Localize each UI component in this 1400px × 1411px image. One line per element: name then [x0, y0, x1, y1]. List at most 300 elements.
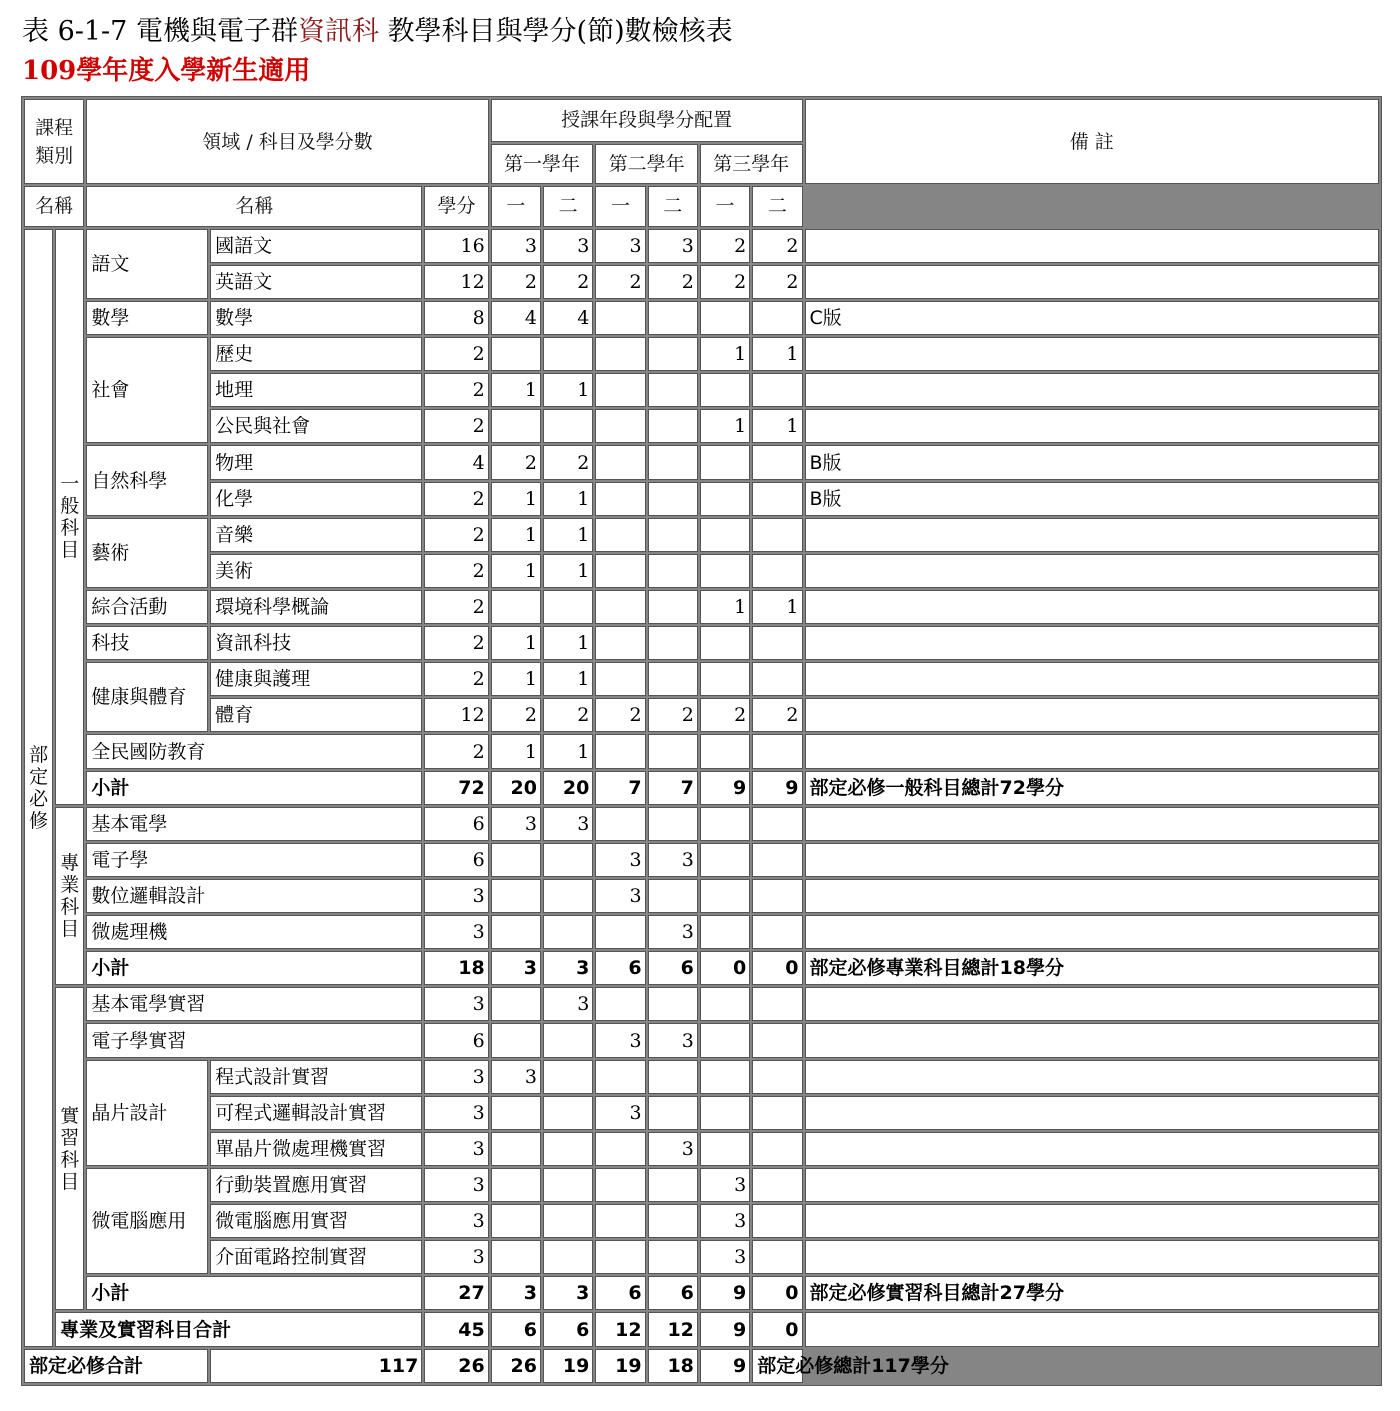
credits-cell: 6: [424, 807, 488, 841]
table-row: [24, 1204, 1379, 1238]
y1-sem2-cell: 1: [543, 554, 593, 588]
y2-sem1-cell: [595, 409, 645, 443]
y1-sem2-cell: [543, 337, 593, 371]
y2-sem2-cell: 3: [648, 1023, 698, 1057]
y3-sem2-cell: 2: [752, 698, 802, 732]
y3-sem2-cell: [752, 879, 802, 913]
y2-sem2-cell: [648, 301, 698, 335]
y1-sem1-cell: [491, 879, 541, 913]
y3-sem2-cell: [752, 1204, 802, 1238]
y3-sem2-cell: [752, 662, 802, 696]
table-row: [24, 518, 1379, 552]
y2-sem1-cell: [595, 1240, 645, 1274]
y2-sem2-cell: [648, 734, 698, 768]
y1-sem2-cell: 2: [543, 445, 593, 479]
y2-sem2-cell: 3: [648, 915, 698, 949]
y1-sem2-cell: 3: [543, 807, 593, 841]
subject-name: 化學: [210, 482, 422, 516]
remark-cell: [805, 1023, 1380, 1057]
credits-cell: 6: [424, 843, 488, 877]
y2-sem1-cell: 3: [595, 229, 645, 263]
subject-name: 數位邏輯設計: [86, 879, 422, 913]
header-y3-sem2: 二: [752, 186, 802, 227]
y2-sem1-cell: [595, 987, 645, 1021]
remark-cell: [805, 229, 1380, 263]
y1-sem1-cell: 6: [491, 1312, 541, 1346]
domain-microcomputer: 微電腦應用: [86, 1168, 208, 1274]
domain-health: 健康與體育: [86, 662, 208, 732]
remark-cell: [805, 590, 1380, 624]
subject-name: 物理: [210, 445, 422, 479]
y2-sem2-cell: 3: [648, 229, 698, 263]
credits-cell: 18: [424, 951, 488, 985]
y2-sem2-cell: [648, 373, 698, 407]
header-domain-subject-credits: 領域 / 科目及學分數: [86, 99, 488, 184]
y2-sem1-cell: 2: [595, 698, 645, 732]
header-y2-sem1: 一: [595, 186, 645, 227]
remark-cell: [805, 626, 1380, 660]
y2-sem1-cell: [595, 1060, 645, 1094]
credit-check-table: [21, 96, 1382, 1386]
y3-sem1-cell: 9: [700, 771, 750, 805]
y3-sem1-cell: 2: [700, 229, 750, 263]
y1-sem1-cell: 3: [491, 951, 541, 985]
credits-cell: 2: [424, 662, 488, 696]
y3-sem2-cell: [752, 373, 802, 407]
credits-cell: 2: [424, 409, 488, 443]
title-department: 資訊科: [297, 16, 379, 47]
subject-name: 全民國防教育: [86, 734, 422, 768]
table-row: [24, 554, 1379, 588]
table-row: [24, 1349, 1379, 1383]
table-row: [24, 879, 1379, 913]
y3-sem1-cell: 18: [648, 1349, 698, 1383]
credits-cell: 3: [424, 987, 488, 1021]
table-row: [24, 626, 1379, 660]
table-row: [24, 987, 1379, 1021]
y3-sem1-cell: [700, 843, 750, 877]
y2-sem2-cell: 3: [648, 843, 698, 877]
y3-sem2-cell: [752, 915, 802, 949]
header-category-name: 名稱: [24, 186, 84, 227]
subject-name: 小計: [86, 1276, 422, 1310]
credits-cell: 27: [424, 1276, 488, 1310]
y1-sem2-cell: 3: [543, 229, 593, 263]
y2-sem1-cell: 12: [595, 1312, 645, 1346]
remark-cell: [805, 518, 1380, 552]
y1-sem2-cell: [543, 1240, 593, 1274]
remark-cell: [805, 373, 1380, 407]
table-row: [24, 1240, 1379, 1274]
credits-cell: 2: [424, 337, 488, 371]
table-row: [24, 771, 1379, 805]
credits-cell: 72: [424, 771, 488, 805]
credits-cell: 2: [424, 554, 488, 588]
subject-name: 美術: [210, 554, 422, 588]
y1-sem1-cell: [491, 1096, 541, 1130]
y1-sem2-cell: 1: [543, 482, 593, 516]
subject-name: 健康與護理: [210, 662, 422, 696]
table-row: [24, 1060, 1379, 1094]
remark-cell: [805, 698, 1380, 732]
subject-name: 程式設計實習: [210, 1060, 422, 1094]
y3-sem2-cell: [752, 554, 802, 588]
page-title: [22, 14, 733, 50]
credits-cell: 45: [424, 1312, 488, 1346]
table-row: [24, 915, 1379, 949]
remark-cell: [805, 409, 1380, 443]
y3-sem1-cell: 1: [700, 590, 750, 624]
subject-name: 微電腦應用實習: [210, 1204, 422, 1238]
y1-sem2-cell: [543, 1168, 593, 1202]
y2-sem2-cell: [648, 1204, 698, 1238]
credits-cell: 2: [424, 626, 488, 660]
y2-sem2-cell: [648, 1240, 698, 1274]
y2-sem2-cell: 2: [648, 698, 698, 732]
subject-name: 行動裝置應用實習: [210, 1168, 422, 1202]
y1-sem1-cell: 3: [491, 1276, 541, 1310]
table-row: [24, 409, 1379, 443]
y1-sem2-cell: 1: [543, 662, 593, 696]
y3-sem2-cell: [752, 1096, 802, 1130]
remark-cell: [805, 734, 1380, 768]
y1-sem1-cell: [491, 590, 541, 624]
y2-sem1-cell: 19: [543, 1349, 593, 1383]
table-row: [24, 445, 1379, 479]
table-row: [24, 1168, 1379, 1202]
credits-cell: 2: [424, 518, 488, 552]
remark-cell: [805, 1204, 1380, 1238]
y1-sem2-cell: [543, 1023, 593, 1057]
y2-sem1-cell: [595, 807, 645, 841]
domain-activities: 綜合活動: [86, 590, 208, 624]
y3-sem2-cell: 9: [752, 771, 802, 805]
credits-cell: 3: [424, 915, 488, 949]
y2-sem1-cell: 3: [595, 1023, 645, 1057]
header-y3-sem1: 一: [700, 186, 750, 227]
remark-cell: [805, 987, 1380, 1021]
y1-sem2-cell: [543, 1060, 593, 1094]
y1-sem2-cell: 3: [543, 987, 593, 1021]
header-y1-sem2: 二: [543, 186, 593, 227]
table-row: [24, 662, 1379, 696]
y2-sem2-cell: 6: [648, 951, 698, 985]
y1-sem1-cell: [491, 1240, 541, 1274]
credits-cell: 3: [424, 1060, 488, 1094]
y3-sem2-cell: [752, 626, 802, 660]
remark-cell: 部定必修一般科目總計72學分: [805, 771, 1380, 805]
y2-sem2-cell: [648, 554, 698, 588]
remark-cell: [805, 1060, 1380, 1094]
header-schedule: 授課年段與學分配置: [491, 99, 803, 142]
y2-sem1-cell: 3: [595, 879, 645, 913]
subject-name: 地理: [210, 373, 422, 407]
remark-cell: B版: [805, 445, 1380, 479]
subject-name: 介面電路控制實習: [210, 1240, 422, 1274]
credits-cell: 2: [424, 373, 488, 407]
y1-sem1-cell: 1: [491, 554, 541, 588]
subject-name: 電子學: [86, 843, 422, 877]
subject-name: 國語文: [210, 229, 422, 263]
y3-sem1-cell: [700, 373, 750, 407]
subject-name: 公民與社會: [210, 409, 422, 443]
title-suffix: 教學科目與學分(節)數檢核表: [378, 16, 733, 47]
table-row: [24, 482, 1379, 516]
header-course-category: 課程類別: [24, 99, 84, 184]
remark-cell: [805, 1132, 1380, 1166]
credits-cell: 8: [424, 301, 488, 335]
y1-sem1-cell: 2: [491, 698, 541, 732]
subject-name: 音樂: [210, 518, 422, 552]
y3-sem1-cell: [700, 518, 750, 552]
subject-name: 可程式邏輯設計實習: [210, 1096, 422, 1130]
y2-sem1-cell: [595, 554, 645, 588]
y3-sem1-cell: [700, 987, 750, 1021]
y3-sem2-cell: [752, 807, 802, 841]
y2-sem2-cell: [648, 482, 698, 516]
domain-science: 自然科學: [86, 445, 208, 515]
y1-sem1-cell: 1: [491, 626, 541, 660]
subject-name: 微處理機: [86, 915, 422, 949]
y3-sem2-cell: 2: [752, 229, 802, 263]
y1-sem1-cell: 2: [491, 265, 541, 299]
y3-sem1-cell: 0: [700, 951, 750, 985]
remark-cell: [805, 337, 1380, 371]
title-prefix: 表 6-1-7 電機與電子群: [22, 16, 298, 47]
y3-sem1-cell: [700, 1132, 750, 1166]
remark-cell: [805, 879, 1380, 913]
header-subject-name: 名稱: [86, 186, 422, 227]
y1-sem1-cell: 3: [491, 807, 541, 841]
y2-sem2-cell: 6: [648, 1276, 698, 1310]
y1-sem1-cell: [491, 843, 541, 877]
y3-sem2-cell: [752, 1132, 802, 1166]
y3-sem2-cell: 9: [700, 1349, 750, 1383]
domain-chip-design: 晶片設計: [86, 1060, 208, 1166]
credits-cell: 3: [424, 1240, 488, 1274]
y2-sem1-cell: [595, 301, 645, 335]
y2-sem1-cell: [595, 1204, 645, 1238]
y1-sem1-cell: 4: [491, 301, 541, 335]
y3-sem2-cell: 1: [752, 337, 802, 371]
y3-sem2-cell: 0: [752, 1276, 802, 1310]
y2-sem1-cell: [595, 590, 645, 624]
category-required: 部 定 必 修: [24, 229, 53, 1347]
y1-sem2-cell: [543, 915, 593, 949]
table-row: [24, 951, 1379, 985]
y1-sem2-cell: 20: [543, 771, 593, 805]
y2-sem2-cell: [648, 807, 698, 841]
credits-cell: 6: [424, 1023, 488, 1057]
y3-sem2-cell: [752, 445, 802, 479]
y2-sem1-cell: [595, 734, 645, 768]
y2-sem2-cell: [648, 445, 698, 479]
y2-sem1-cell: 6: [595, 1276, 645, 1310]
y3-sem2-cell: 0: [752, 951, 802, 985]
y3-sem2-cell: [752, 482, 802, 516]
y2-sem1-cell: [595, 337, 645, 371]
subject-name: 歷史: [210, 337, 422, 371]
y1-sem2-cell: 1: [543, 734, 593, 768]
y3-sem1-cell: 1: [700, 337, 750, 371]
y3-sem2-cell: [752, 843, 802, 877]
y2-sem2-cell: 19: [595, 1349, 645, 1383]
remark-cell: [805, 265, 1380, 299]
y1-sem1-cell: 2: [491, 445, 541, 479]
y3-sem1-cell: 2: [700, 698, 750, 732]
y3-sem1-cell: 3: [700, 1204, 750, 1238]
y1-sem1-cell: [491, 337, 541, 371]
y3-sem1-cell: 3: [700, 1240, 750, 1274]
y3-sem1-cell: [700, 301, 750, 335]
y1-sem1-cell: [491, 987, 541, 1021]
y1-sem1-cell: [491, 1168, 541, 1202]
credits-cell: 3: [424, 879, 488, 913]
table-row: [24, 1312, 1379, 1346]
table-row: [24, 229, 1379, 263]
y3-sem1-cell: [700, 915, 750, 949]
y2-sem2-cell: [648, 1096, 698, 1130]
table-row: [24, 590, 1379, 624]
y1-sem2-cell: 6: [543, 1312, 593, 1346]
y2-sem1-cell: [595, 518, 645, 552]
y1-sem2-cell: 26: [491, 1349, 541, 1383]
y2-sem1-cell: [595, 482, 645, 516]
y2-sem2-cell: [648, 590, 698, 624]
y3-sem2-cell: [752, 518, 802, 552]
table-row: [24, 337, 1379, 371]
y1-sem2-cell: [543, 590, 593, 624]
y3-sem2-cell: 0: [752, 1312, 802, 1346]
y3-sem1-cell: [700, 445, 750, 479]
credits-cell: 3: [424, 1168, 488, 1202]
y2-sem1-cell: 3: [595, 1096, 645, 1130]
y2-sem1-cell: [595, 1132, 645, 1166]
y2-sem1-cell: [595, 1168, 645, 1202]
header-year-2: 第二學年: [595, 144, 698, 185]
y3-sem1-cell: 2: [700, 265, 750, 299]
table-row: [24, 698, 1379, 732]
y1-sem1-cell: [491, 1204, 541, 1238]
subject-name: 單晶片微處理機實習: [210, 1132, 422, 1166]
y2-sem1-cell: [595, 373, 645, 407]
y1-sem1-cell: 1: [491, 518, 541, 552]
y1-sem2-cell: [543, 843, 593, 877]
y1-sem2-cell: [543, 409, 593, 443]
table-row: [24, 807, 1379, 841]
y2-sem1-cell: 3: [595, 843, 645, 877]
subject-name: 基本電學實習: [86, 987, 422, 1021]
credits-cell: 16: [424, 229, 488, 263]
header-year-1: 第一學年: [491, 144, 594, 185]
y3-sem1-cell: [700, 1060, 750, 1094]
remark-cell: 部定必修實習科目總計27學分: [805, 1276, 1380, 1310]
subject-name: 部定必修合計: [24, 1349, 208, 1383]
y1-sem1-cell: [491, 1023, 541, 1057]
remark-cell: [805, 1240, 1380, 1274]
y2-sem2-cell: [648, 1060, 698, 1094]
remark-cell: C版: [805, 301, 1380, 335]
credits-cell: 2: [424, 482, 488, 516]
y3-sem1-cell: [700, 482, 750, 516]
category-general: 一 般 科 目: [55, 229, 84, 805]
y3-sem1-cell: [700, 807, 750, 841]
y2-sem1-cell: [595, 662, 645, 696]
y2-sem2-cell: 12: [648, 1312, 698, 1346]
y1-sem1-cell: 20: [491, 771, 541, 805]
y1-sem2-cell: [543, 1204, 593, 1238]
y2-sem1-cell: [595, 445, 645, 479]
y3-sem2-cell: [752, 1023, 802, 1057]
remark-cell: [805, 915, 1380, 949]
y1-sem2-cell: 3: [543, 951, 593, 985]
header-y1-sem1: 一: [491, 186, 541, 227]
y3-sem1-cell: 1: [700, 409, 750, 443]
y1-sem1-cell: 26: [424, 1349, 488, 1383]
y3-sem1-cell: [700, 734, 750, 768]
subject-name: 體育: [210, 698, 422, 732]
credits-cell: 3: [424, 1096, 488, 1130]
y2-sem1-cell: 7: [595, 771, 645, 805]
y3-sem2-cell: [752, 1168, 802, 1202]
y3-sem1-cell: [700, 662, 750, 696]
y1-sem2-cell: 1: [543, 626, 593, 660]
header-row-3: [24, 186, 1379, 227]
y1-sem1-cell: 1: [491, 373, 541, 407]
remark-cell: [805, 662, 1380, 696]
table-row: [24, 301, 1379, 335]
remark-cell: [805, 1168, 1380, 1202]
table-row: [24, 265, 1379, 299]
y1-sem1-cell: [491, 1132, 541, 1166]
credits-cell: 2: [424, 734, 488, 768]
y2-sem2-cell: [648, 662, 698, 696]
y3-sem2-cell: 2: [752, 265, 802, 299]
subject-name: 資訊科技: [210, 626, 422, 660]
domain-chinese: 語文: [86, 229, 208, 299]
subject-name: 電子學實習: [86, 1023, 422, 1057]
domain-society: 社會: [86, 337, 208, 443]
y1-sem1-cell: [491, 915, 541, 949]
y3-sem1-cell: [700, 626, 750, 660]
credits-cell: 4: [424, 445, 488, 479]
y2-sem2-cell: [648, 879, 698, 913]
y1-sem2-cell: [543, 1132, 593, 1166]
header-y2-sem2: 二: [648, 186, 698, 227]
y1-sem2-cell: 1: [543, 373, 593, 407]
table-row: [24, 734, 1379, 768]
table-row: [24, 843, 1379, 877]
y1-sem1-cell: 1: [491, 662, 541, 696]
subject-name: 環境科學概論: [210, 590, 422, 624]
credits-cell: 117: [210, 1349, 422, 1383]
domain-math: 數學: [86, 301, 208, 335]
remark-cell: [805, 1312, 1380, 1346]
header-credits: 學分: [424, 186, 488, 227]
y2-sem2-cell: [648, 518, 698, 552]
remark-cell: [805, 554, 1380, 588]
y2-sem1-cell: 2: [595, 265, 645, 299]
y1-sem2-cell: 4: [543, 301, 593, 335]
y1-sem2-cell: [543, 1096, 593, 1130]
y3-sem1-cell: 9: [700, 1312, 750, 1346]
y2-sem2-cell: 3: [648, 1132, 698, 1166]
table-row: [24, 1023, 1379, 1057]
y1-sem1-cell: 3: [491, 229, 541, 263]
y1-sem2-cell: 2: [543, 698, 593, 732]
y2-sem2-cell: [648, 626, 698, 660]
y3-sem1-cell: [700, 879, 750, 913]
